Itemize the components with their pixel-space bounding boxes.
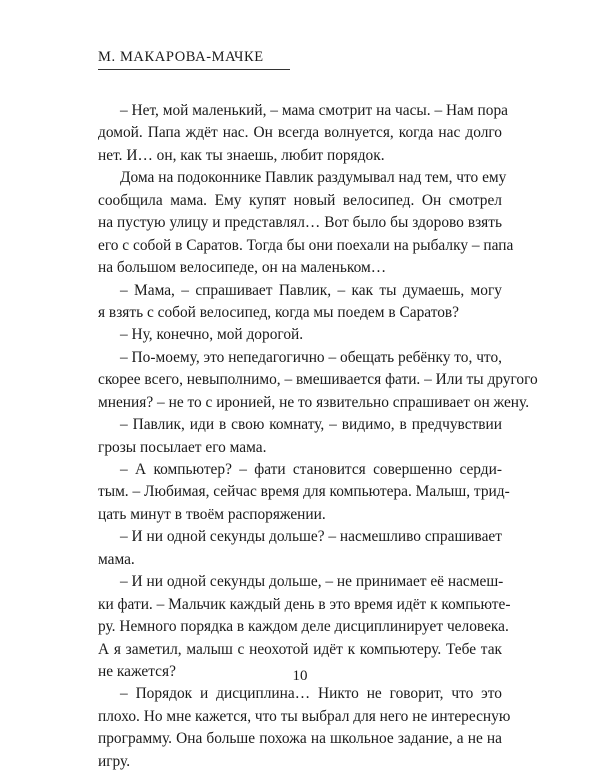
- text-line: ки фати. – Мальчик каждый день в это время идёт к компьюте-: [98, 595, 511, 613]
- text-line: Дома на подоконнике Павлик раздумывал над тем, что ему: [120, 169, 507, 187]
- text-line: плохо. Но мне кажется, что ты выбрал для него не интересную: [98, 707, 511, 725]
- text-line: тым. – Любимая, сейчас время для компьютера. Малыш, трид-: [98, 483, 510, 501]
- text-line: нет. И… он, как ты знаешь, любит порядок.: [98, 146, 385, 164]
- text-line: – А компьютер? – фати становится совершенно серди-: [120, 461, 502, 478]
- text-line: я взять с собой велосипед, когда мы поедем в Саратов?: [98, 303, 460, 321]
- text-line: игру.: [98, 752, 131, 770]
- text-line: на пустую улицу и представлял… Вот было бы здорово взять: [98, 214, 502, 232]
- text-line: грозы посылает его мама.: [98, 438, 267, 456]
- text-line: мнения? – не то с иронией, не то язвительно спрашивает он жену.: [98, 393, 530, 411]
- text-line: – И ни одной секунды дольше, – не принимает её насмеш-: [120, 573, 504, 591]
- running-head-author: М. МАКАРОВА-МАЧКЕ: [98, 49, 264, 65]
- text-line: ру. Немного порядка в каждом деле дисциплинирует человека.: [98, 618, 509, 636]
- text-line: сообщила мама. Ему купят новый велосипед. Он смотрел: [98, 191, 502, 209]
- header-rule: [98, 69, 290, 70]
- text-line: домой. Папа ждёт нас. Он всегда волнуется, когда нас долго: [98, 124, 502, 142]
- text-line: – По-моему, это непедагогично – обещать ребёнку то, что,: [120, 348, 502, 366]
- text-line: – Павлик, иди в свою комнату, – видимо, в предчувствии: [120, 416, 502, 434]
- text-line: цать минут в твоём распоряжении.: [98, 505, 326, 523]
- text-line: скорее всего, невыполнимо, – вмешивается фати. – Или ты другого: [98, 371, 538, 389]
- page-number: 10: [292, 668, 308, 684]
- text-line: программу. Она больше похожа на школьное задание, а не на: [98, 730, 502, 748]
- text-line: на большом велосипеде, он на маленьком…: [98, 259, 387, 277]
- text-line: А я заметил, малыш с неохотой идёт к компьютеру. Тебе так: [98, 640, 502, 658]
- text-line: – Нет, мой маленький, – мама смотрит на часы. – Нам пора: [120, 102, 508, 119]
- text-line: мама.: [98, 550, 135, 568]
- text-line: его с собой в Саратов. Тогда бы они поехали на рыбалку – папа: [98, 236, 514, 254]
- text-line: – И ни одной секунды дольше? – насмешливо спрашивает: [120, 528, 502, 546]
- text-line: – Мама, – спрашивает Павлик, – как ты думаешь, могу: [120, 281, 502, 299]
- text-line: не кажется?: [98, 662, 176, 680]
- text-line: – Ну, конечно, мой дорогой.: [120, 326, 304, 344]
- text-line: – Порядок и дисциплина… Никто не говорит, что это: [120, 685, 502, 703]
